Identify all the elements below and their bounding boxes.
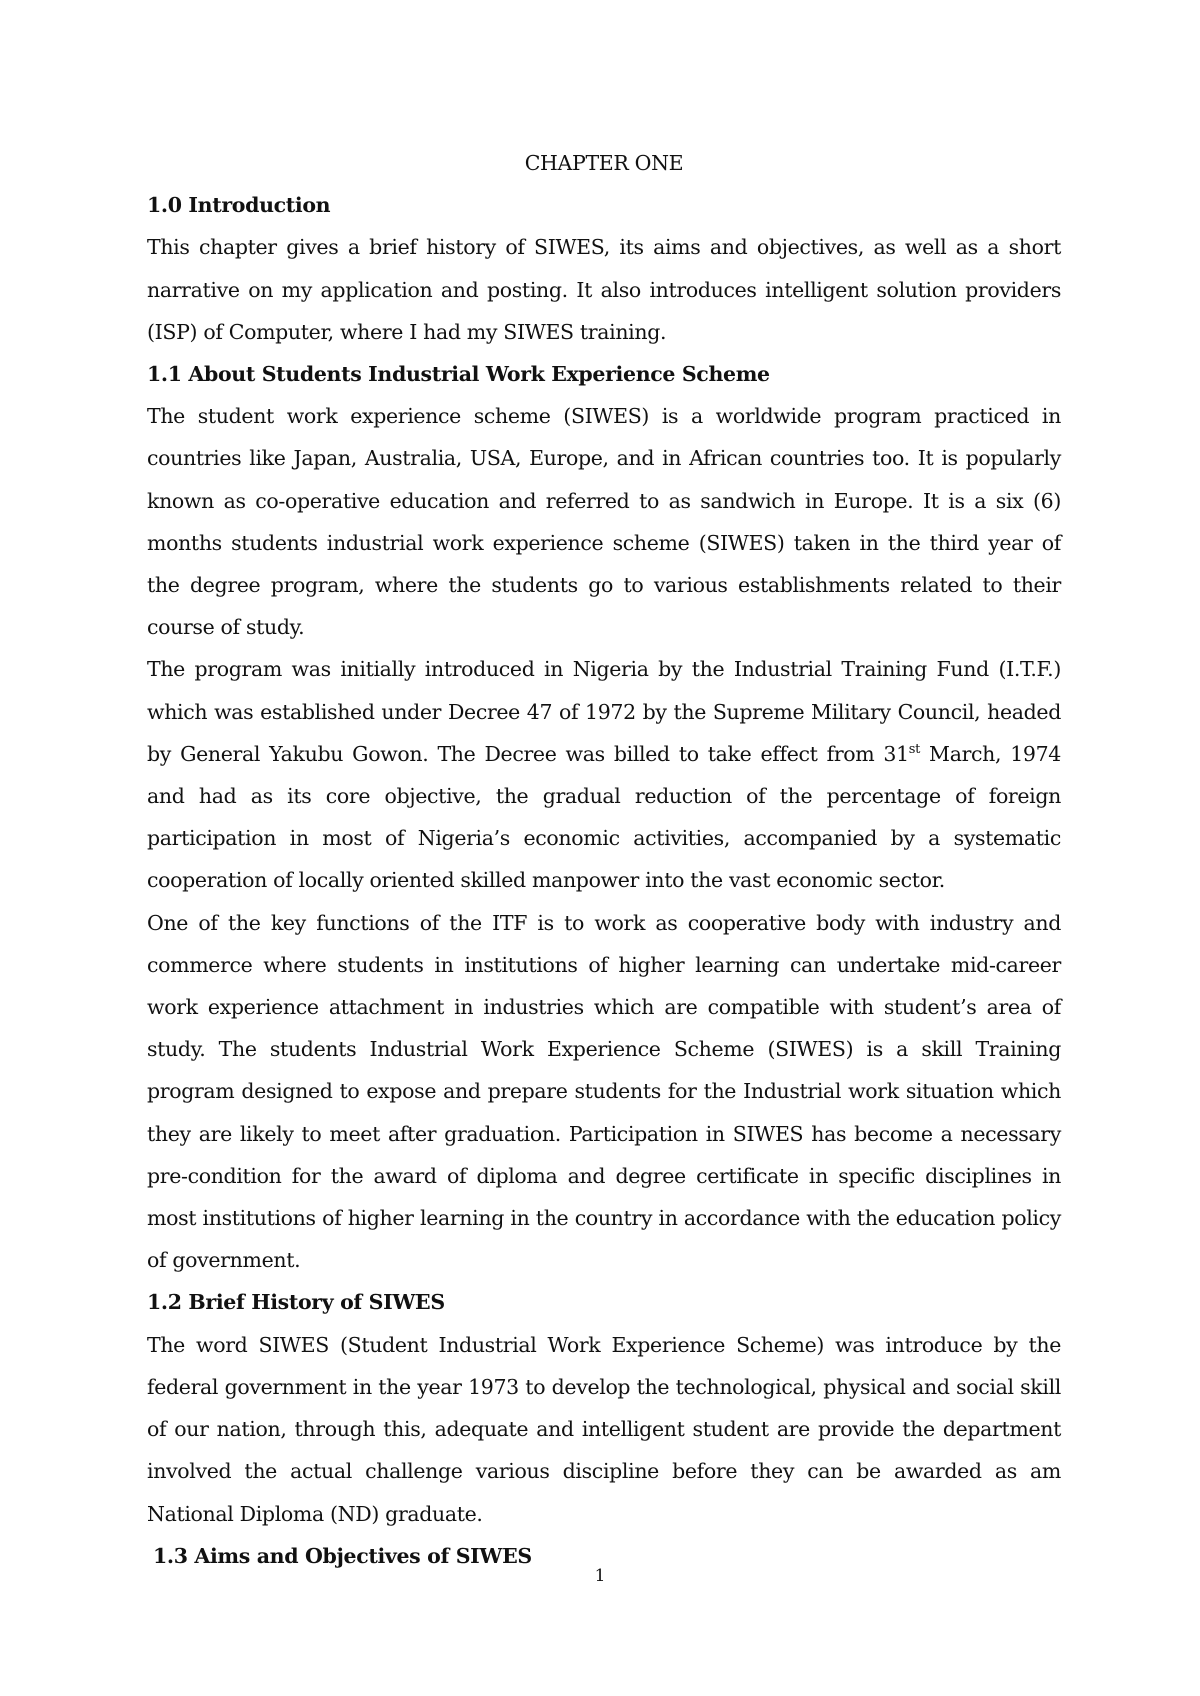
section-heading-about-siwes: 1.1 About Students Industrial Work Experience Scheme bbox=[147, 362, 770, 387]
document-body bbox=[147, 142, 1061, 1577]
page-number: 1 bbox=[594, 1566, 606, 1586]
section-heading-aims-objectives: 1.3 Aims and Objectives of SIWES bbox=[153, 1543, 532, 1568]
chapter-title: CHAPTER ONE bbox=[524, 151, 684, 175]
paragraph-about-siwes-3: One of the key functions of the ITF is to work as cooperative body with industry and commerce where students in institutions of higher learning can undertake mid-career work experience attachment in industries which are compatible with student’s area of study. The students Industrial Work Experience Scheme (SIWES) is a skill Training program designed to expose and prepare students for the Industrial work situation which they are likely to meet after graduation. Participation in SIWES has become a necessary pre-condition for the award of diploma and degree certificate in specific disciplines in most institutions of higher learning in the country in accordance with the education policy of government. bbox=[147, 910, 1061, 1273]
paragraph-brief-history: The word SIWES (Student Industrial Work Experience Scheme) was introduce by the federal government in the year 1973 to develop the technological, physical and social skill of our nation, through this, adequate and intelligent student are provide the department involved the actual challenge various discipline before they can be awarded as am National Diploma (ND) graduate. bbox=[147, 1332, 1061, 1526]
ordinal-superscript: st bbox=[908, 742, 920, 758]
paragraph-about-siwes-1: The student work experience scheme (SIWES) is a worldwide program practiced in countries like Japan, Australia, USA, Europe, and in African countries too. It is popularly known as co-operative education and referred to as sandwich in Europe. It is a six (6) months students industrial work experience scheme (SIWES) taken in the third year of the degree program, where the students go to various establishments related to their course of study. bbox=[147, 404, 1061, 640]
paragraph-about-siwes-2 bbox=[147, 648, 1061, 901]
paragraph-text: The program was initially introduced in Nigeria by the Industrial Training Fund (I.T.F.) which was established under Decree 47 of 1972 by the Supreme Military Council, headed by General Yakubu Gowon. The Decree was billed to take effect from 31 bbox=[147, 657, 1061, 766]
paragraph-introduction: This chapter gives a brief history of SIWES, its aims and objectives, as well as a short narrative on my application and posting. It also introduces intelligent solution providers (ISP) of Computer, where I had my SIWES training. bbox=[147, 235, 1061, 344]
paragraph-text: March, 1974 and had as its core objective, the gradual reduction of the percentage of foreign participation in most of Nigeria’s economic activities, accompanied by a systematic cooperation of locally oriented skilled manpower into the vast economic sector. bbox=[147, 741, 1062, 893]
section-heading-introduction: 1.0 Introduction bbox=[147, 193, 331, 218]
section-heading-brief-history: 1.2 Brief History of SIWES bbox=[147, 1290, 445, 1315]
